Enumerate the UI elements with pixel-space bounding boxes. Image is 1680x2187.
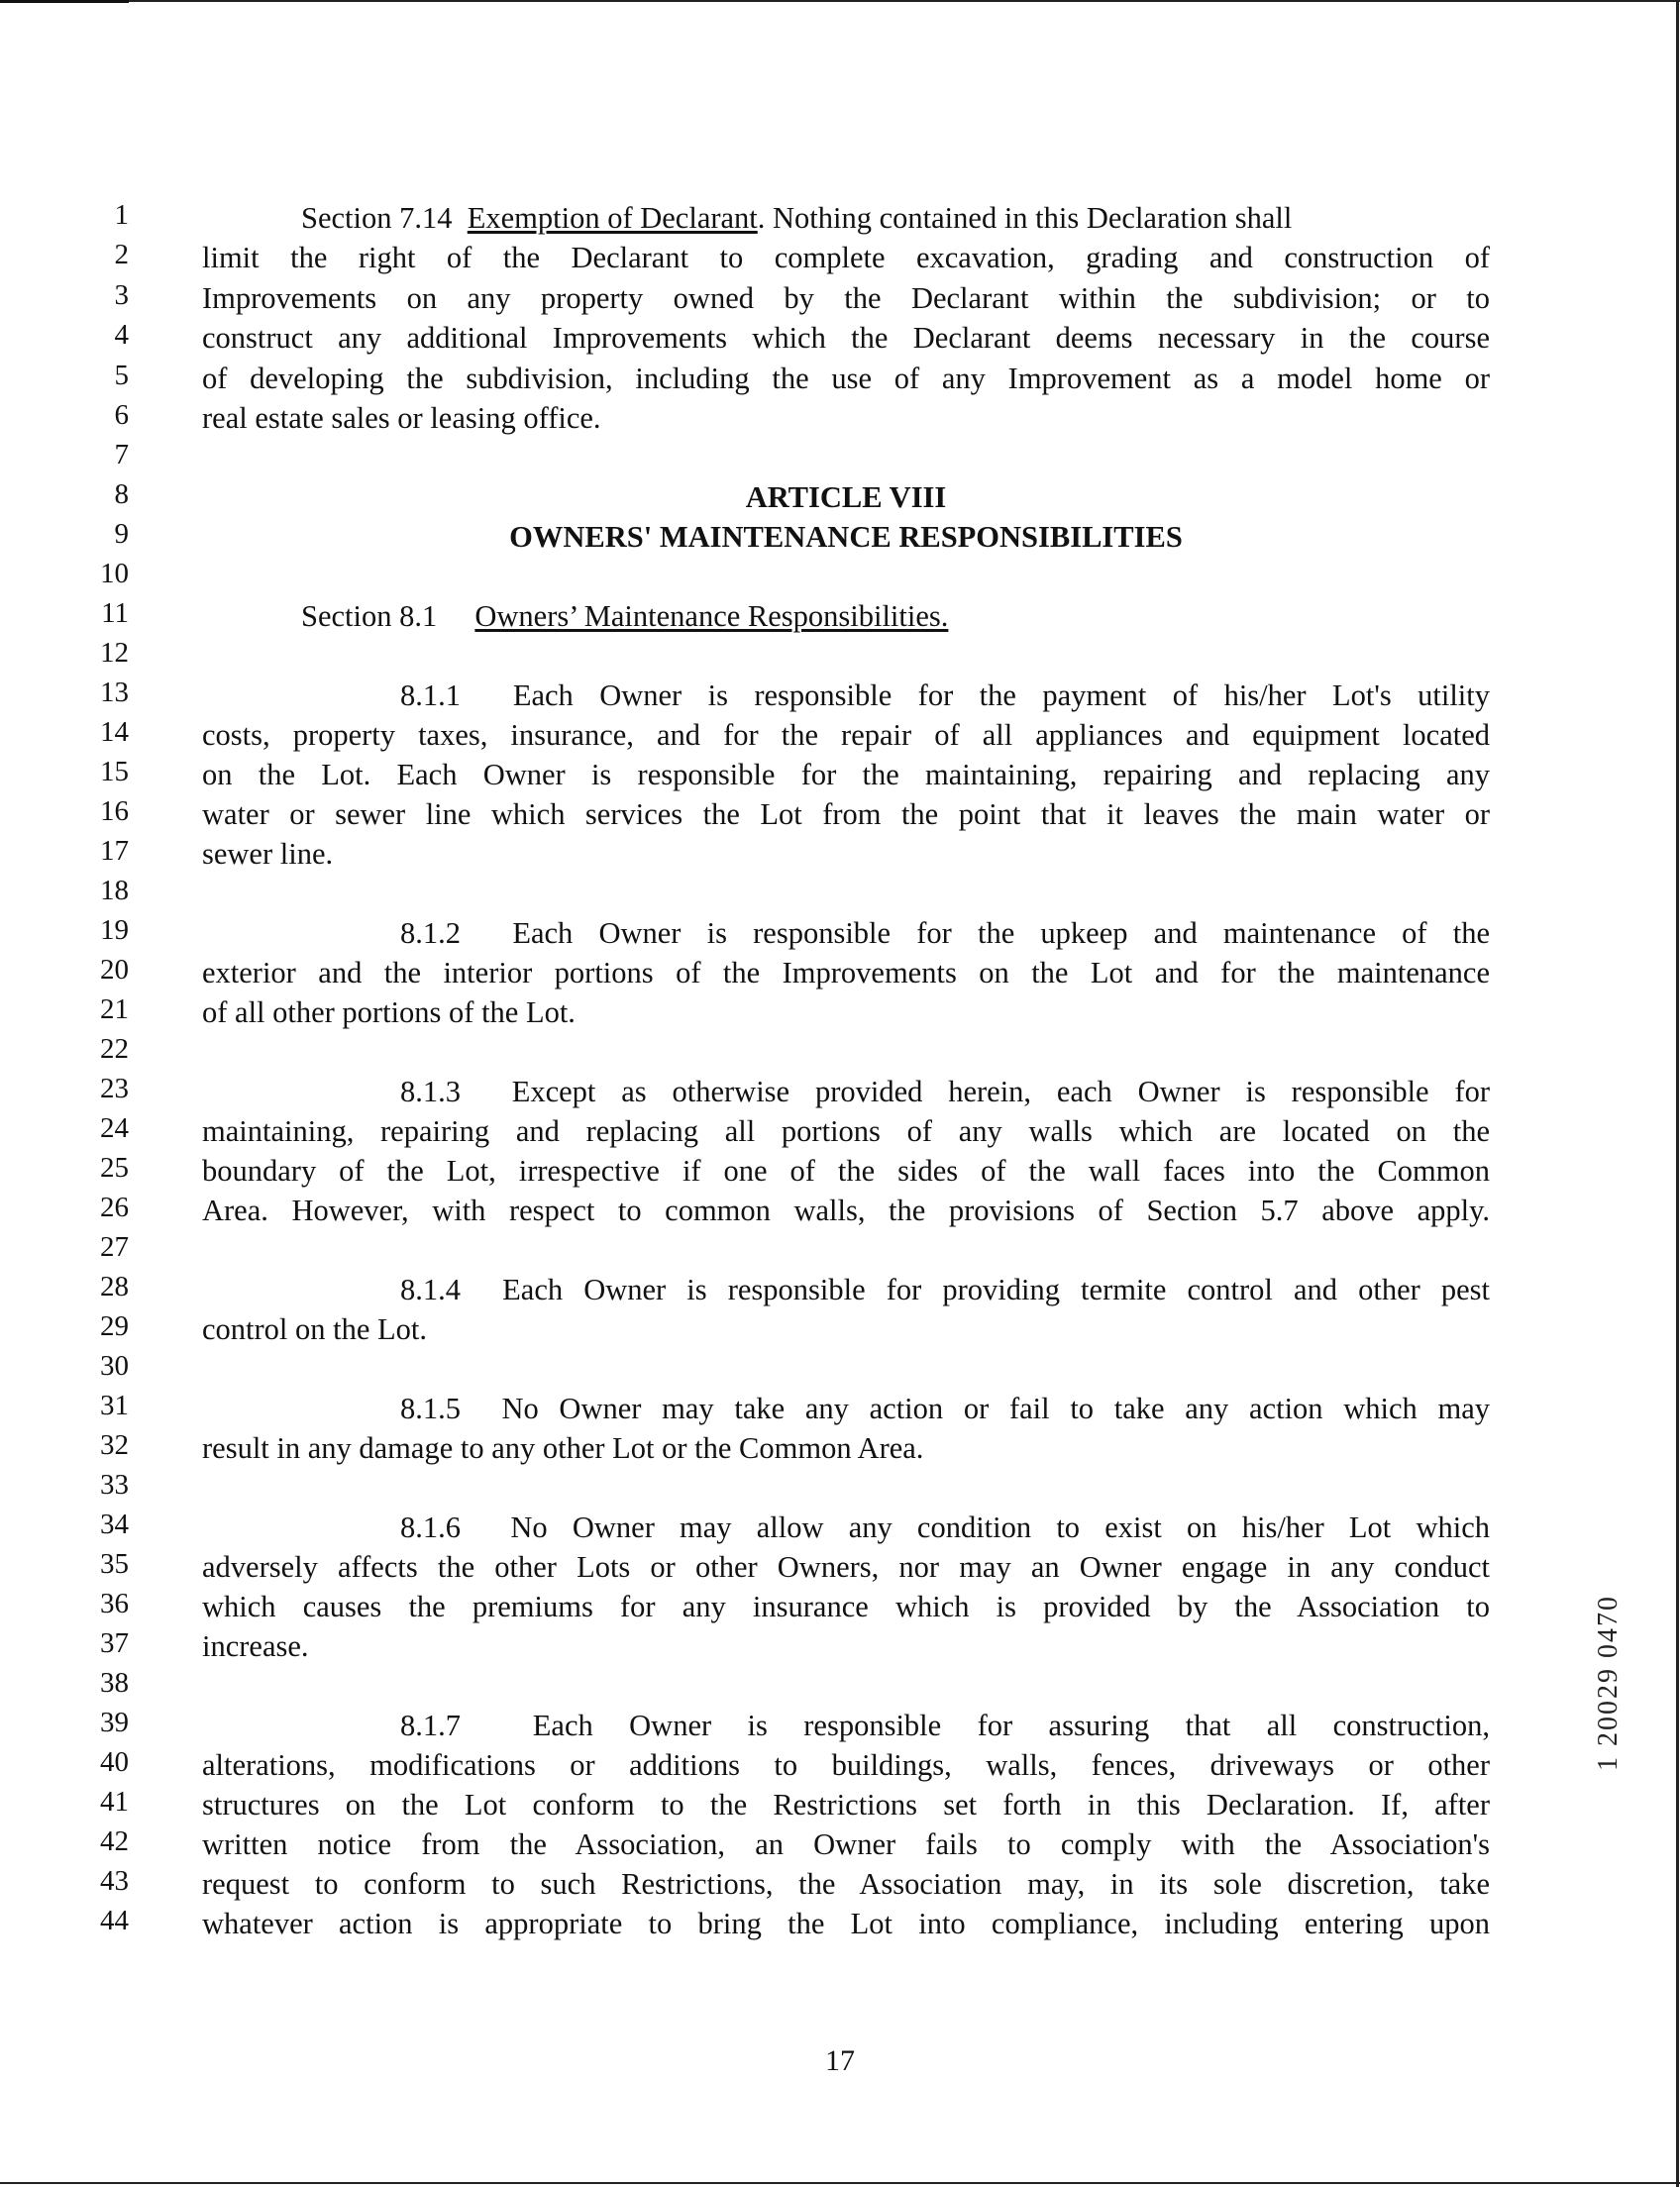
section-7-14-line-1 [202, 200, 1490, 236]
article-number: ARTICLE VIII [745, 480, 947, 514]
section-7-14-heading: Exemption of Declarant [467, 201, 758, 235]
line-number: 29 [100, 1310, 129, 1342]
paragraph-first-text: No Owner may allow any condition to exist on his/her Lot which [510, 1510, 1491, 1544]
paragraph-line: result in any damage to any other Lot or the Common Area. [202, 1431, 924, 1465]
section-8-1-title: Owners’ Maintenance Responsibilities. [474, 599, 949, 633]
paragraph-number: 8.1.2 [400, 916, 461, 950]
line-number: 23 [100, 1073, 129, 1104]
section-7-14-text: . Nothing contained in this Declaration shall [757, 201, 1293, 235]
paragraph-number: 8.1.4 [400, 1273, 461, 1306]
paragraph-line: sewer line. [202, 837, 334, 871]
line-number: 19 [100, 914, 129, 946]
section-8-1-heading [202, 598, 1490, 634]
paragraph-line: which causes the premiums for any insurance which is provided by the Association to [202, 1590, 1490, 1623]
paragraph-line: alterations, modifications or additions to buildings, walls, fences, driveways or other [202, 1748, 1490, 1782]
paragraph-first-line [400, 1391, 1490, 1426]
line-number: 3 [114, 279, 129, 311]
paragraph-line: whatever action is appropriate to bring the Lot into compliance, including entering upon [202, 1907, 1490, 1940]
section-7-14-line: limit the right of the Declarant to complete excavation, grading and construction of [202, 241, 1490, 274]
line-number: 12 [100, 637, 129, 669]
paragraph-first-line [400, 1708, 1490, 1743]
article-title: OWNERS' MAINTENANCE RESPONSIBILITIES [509, 520, 1183, 554]
paragraph-first-text: Except as otherwise provided herein, each Owner is responsible for [511, 1075, 1491, 1108]
paragraph-line: Area. However, with respect to common walls, the provisions of Section 5.7 above apply. [202, 1194, 1490, 1227]
line-number: 6 [114, 399, 129, 431]
section-7-14-label: Section 7.14 [301, 201, 453, 235]
scan-border-top-mark [0, 0, 129, 3]
line-number: 38 [100, 1667, 129, 1699]
line-number: 9 [114, 518, 129, 550]
paragraph-first-text: No Owner may take any action or fail to take any action which may [501, 1392, 1491, 1425]
line-number: 5 [114, 360, 129, 391]
paragraph-first-text: Each Owner is responsible for assuring that all construction, [532, 1709, 1490, 1742]
line-number: 43 [100, 1865, 129, 1897]
paragraph-number: 8.1.6 [400, 1510, 461, 1544]
line-number: 28 [100, 1271, 129, 1302]
line-number: 16 [100, 795, 129, 827]
paragraph-line: control on the Lot. [202, 1312, 428, 1346]
paragraph-line: of all other portions of the Lot. [202, 995, 576, 1029]
line-number: 24 [100, 1112, 129, 1144]
scan-border-right [1676, 0, 1679, 2187]
page-number: 17 [825, 2044, 855, 2077]
line-number: 25 [100, 1152, 129, 1184]
paragraph-number: 8.1.7 [400, 1709, 461, 1742]
line-number: 11 [101, 597, 129, 629]
section-7-14-line: Improvements on any property owned by the Declarant within the subdivision; or to [202, 281, 1490, 315]
line-number: 36 [100, 1588, 129, 1619]
paragraph-line: structures on the Lot conform to the Restrictions set forth in this Declaration. If, after [202, 1788, 1490, 1822]
line-number: 1 [114, 199, 129, 231]
section-8-1-label: Section 8.1 [301, 599, 438, 633]
line-number: 15 [100, 756, 129, 787]
line-number: 39 [100, 1707, 129, 1738]
line-number: 18 [100, 875, 129, 906]
scan-border-top [0, 0, 1680, 2]
paragraph-line: exterior and the interior portions of the Improvements on the Lot and for the maintenance [202, 956, 1490, 989]
line-number: 22 [100, 1033, 129, 1065]
line-number: 4 [114, 319, 129, 351]
paragraph-number: 8.1.5 [400, 1392, 461, 1425]
paragraph-number: 8.1.3 [400, 1075, 461, 1108]
line-number: 37 [100, 1627, 129, 1659]
line-number: 14 [100, 716, 129, 748]
line-number: 21 [100, 993, 129, 1025]
paragraph-line: costs, property taxes, insurance, and for the repair of all appliances and equipment located [202, 718, 1490, 752]
paragraph-first-line [400, 915, 1490, 951]
paragraph-first-line [400, 677, 1490, 713]
line-number: 7 [114, 439, 129, 470]
paragraph-line: maintaining, repairing and replacing all portions of any walls which are located on the [202, 1114, 1490, 1148]
paragraph-first-line [400, 1272, 1490, 1307]
paragraph-line: water or sewer line which services the Lot from the point that it leaves the main water or [202, 797, 1490, 831]
line-number: 41 [100, 1786, 129, 1818]
paragraph-first-line [400, 1510, 1490, 1545]
line-number: 44 [100, 1905, 129, 1936]
line-number: 31 [100, 1390, 129, 1421]
line-number: 10 [100, 558, 129, 589]
line-number: 34 [100, 1509, 129, 1540]
paragraph-first-text: Each Owner is responsible for the payment of his/her Lot's utility [512, 678, 1490, 712]
paragraph-first-line [400, 1074, 1490, 1109]
line-number: 8 [114, 478, 129, 510]
section-7-14-line: construct any additional Improvements which the Declarant deems necessary in the course [202, 321, 1490, 355]
line-number: 40 [100, 1746, 129, 1778]
paragraph-line: increase. [202, 1629, 309, 1663]
paragraph-line: on the Lot. Each Owner is responsible for the maintaining, repairing and replacing any [202, 758, 1490, 791]
line-number: 27 [100, 1231, 129, 1263]
recording-stamp: 1 20029 0470 [1593, 1595, 1624, 1771]
paragraph-first-text: Each Owner is responsible for providing termite control and other pest [502, 1273, 1490, 1306]
paragraph-number: 8.1.1 [400, 678, 461, 712]
line-number: 20 [100, 954, 129, 986]
paragraph-line: written notice from the Association, an Owner fails to comply with the Association's [202, 1827, 1490, 1861]
paragraph-first-text: Each Owner is responsible for the upkeep and maintenance of the [512, 916, 1490, 950]
section-7-14-line: of developing the subdivision, including the use of any Improvement as a model home or [202, 362, 1490, 395]
paragraph-line: boundary of the Lot, irrespective if one of the sides of the wall faces into the Common [202, 1154, 1490, 1188]
line-number: 2 [114, 239, 129, 270]
section-7-14-line: real estate sales or leasing office. [202, 401, 601, 435]
paragraph-line: request to conform to such Restrictions, the Association may, in its sole discretion, take [202, 1867, 1490, 1901]
line-number: 42 [100, 1825, 129, 1857]
line-number: 13 [100, 677, 129, 708]
paragraph-line: adversely affects the other Lots or other Owners, nor may an Owner engage in any conduct [202, 1550, 1490, 1584]
scan-border-bottom [0, 2182, 1680, 2184]
line-number: 35 [100, 1548, 129, 1580]
line-number: 17 [100, 835, 129, 867]
line-number: 33 [100, 1469, 129, 1501]
line-number: 26 [100, 1192, 129, 1223]
line-number: 30 [100, 1350, 129, 1382]
line-number: 32 [100, 1429, 129, 1461]
